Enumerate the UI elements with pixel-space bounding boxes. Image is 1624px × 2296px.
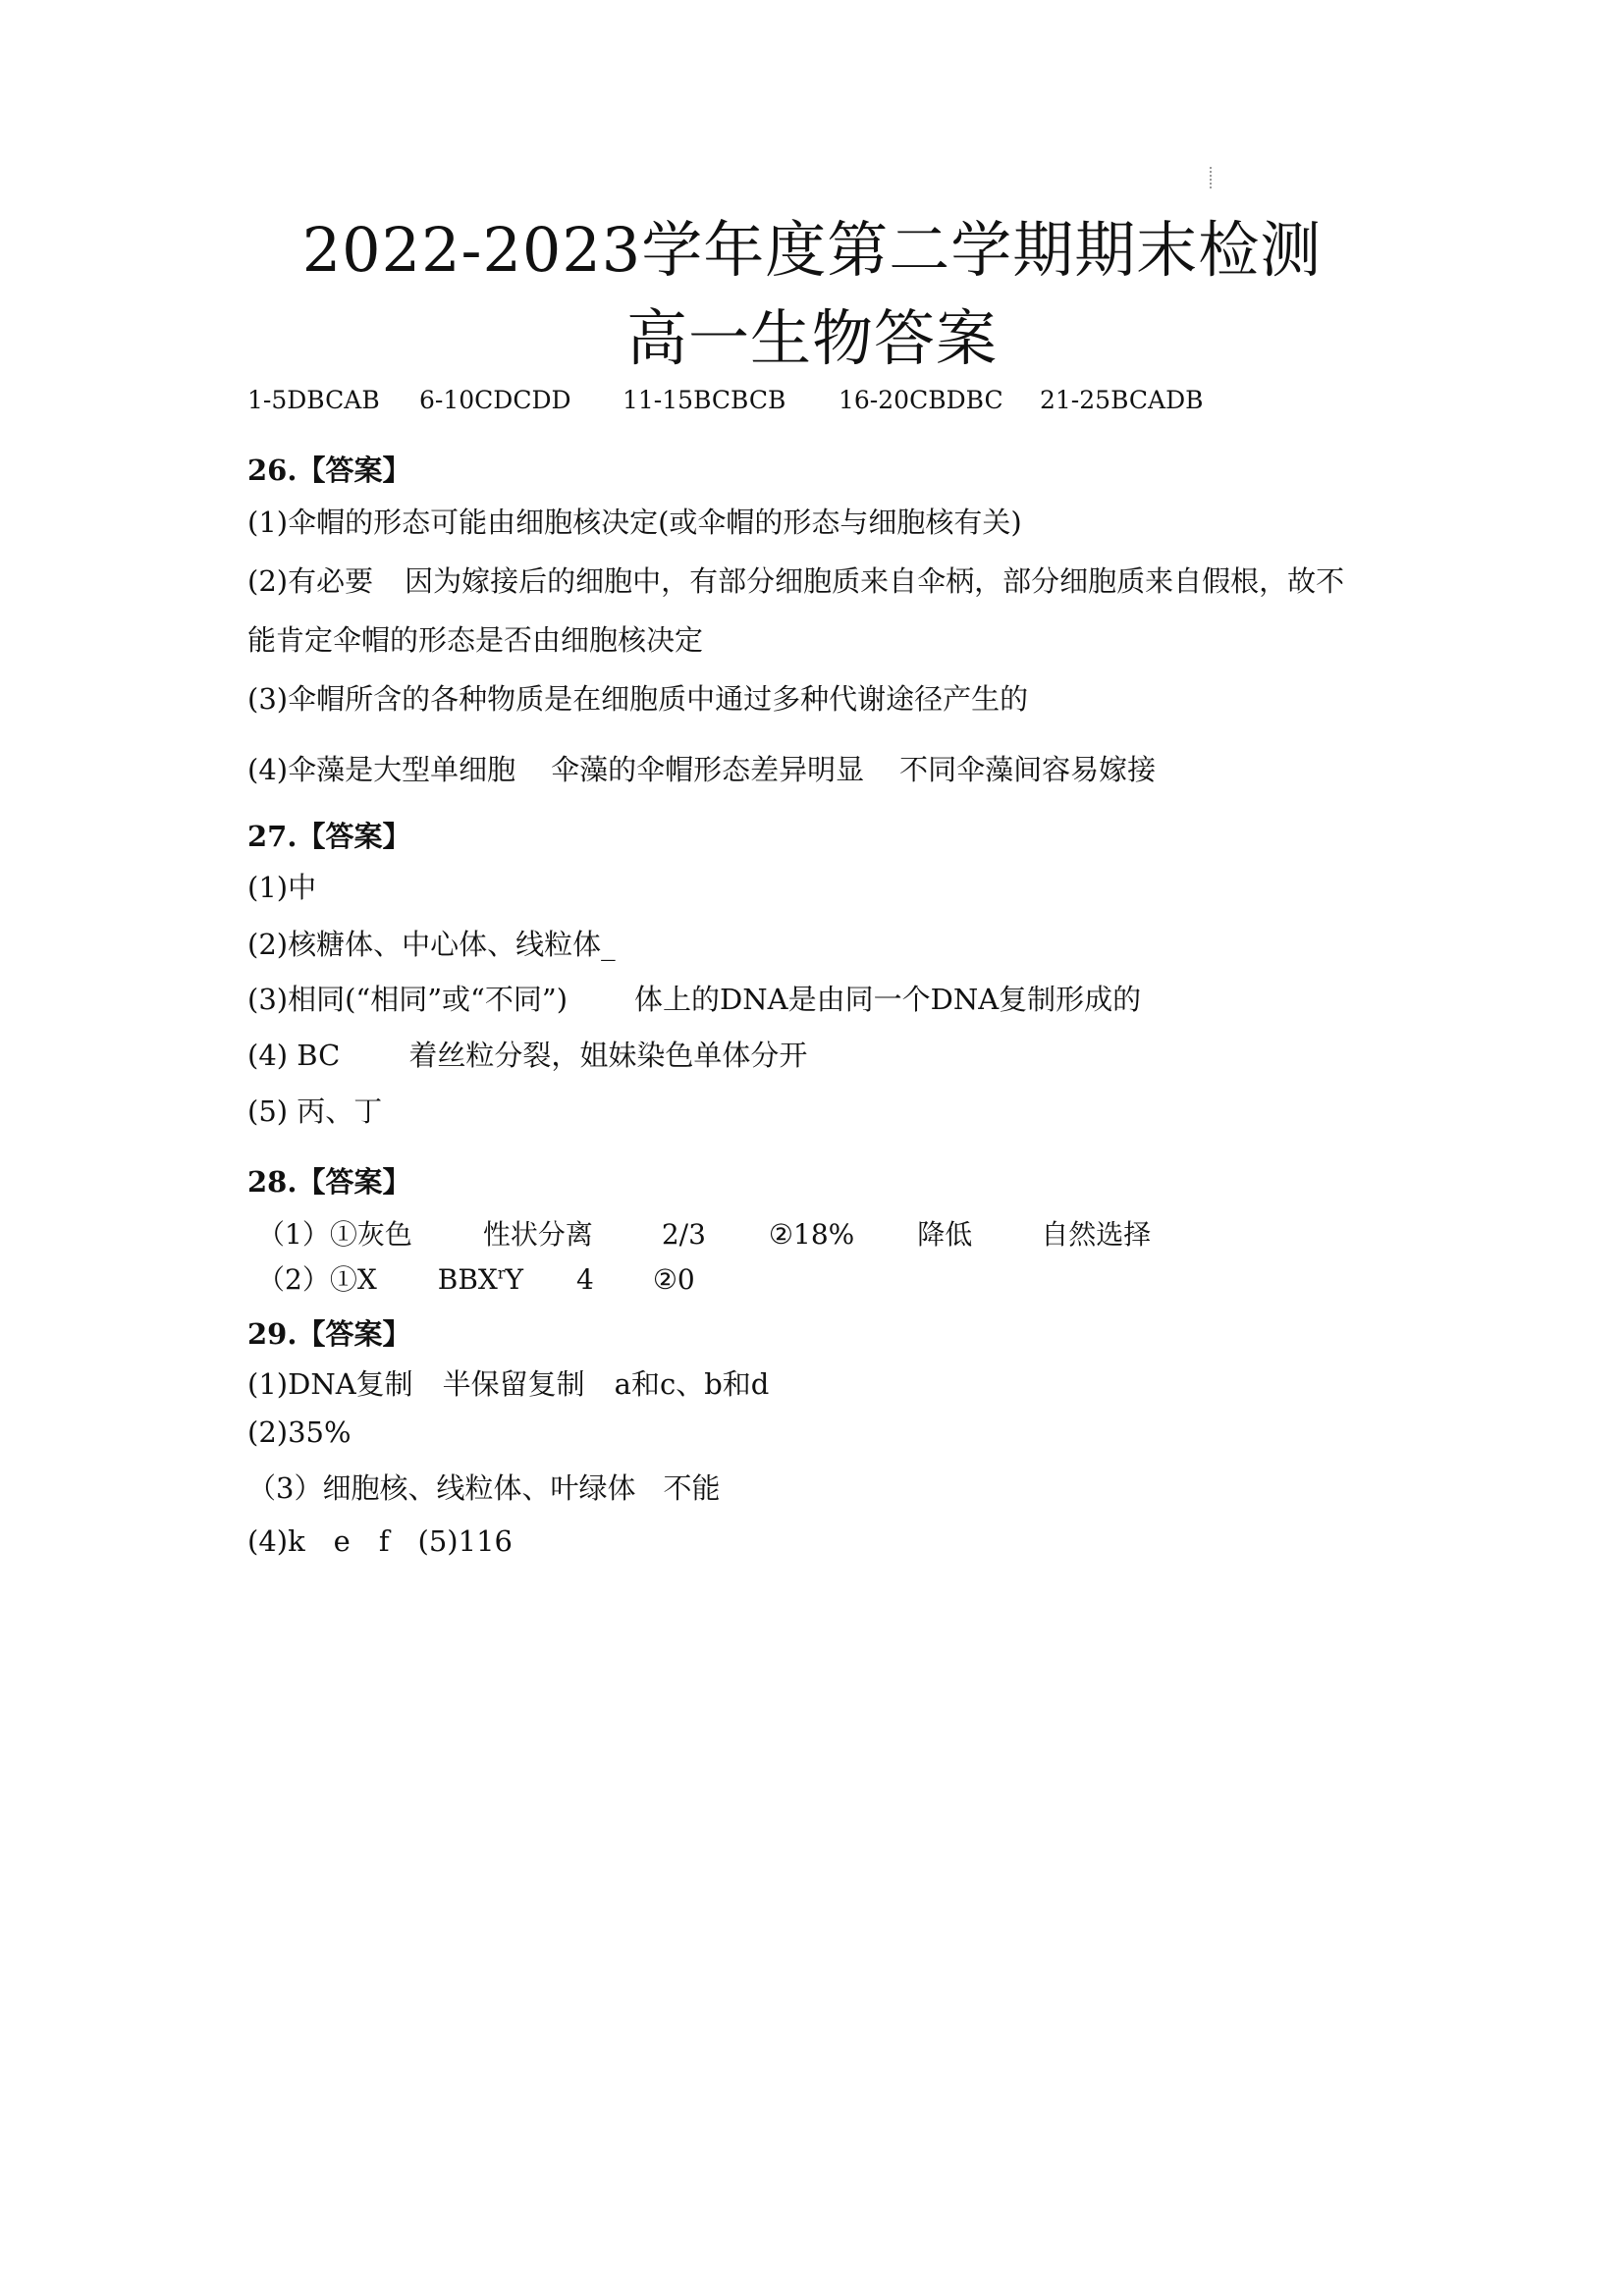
q29-answer-2: (2)35% xyxy=(247,1415,352,1449)
choice-group: 6-10CDCDD xyxy=(419,386,571,414)
q29-answer-3 xyxy=(247,1467,720,1507)
q26-heading: 26.【答案】 xyxy=(247,454,411,487)
q28-answer-cell: （2）①X xyxy=(257,1263,377,1296)
q27-heading: 27.【答案】 xyxy=(247,820,411,853)
q26-answer-4-point: (4)伞藻是大型单细胞 xyxy=(247,753,516,786)
choice-group: 1-5DBCAB xyxy=(247,386,380,414)
q27-answer-3-reason: 体上的DNA是由同一个DNA复制形成的 xyxy=(634,983,1142,1016)
q28-row-1 xyxy=(257,1213,1151,1253)
q28-answer-cell: （1）①灰色 xyxy=(257,1218,412,1251)
q28-genotype-end: Y xyxy=(505,1263,523,1296)
q29-answer-1 xyxy=(247,1362,769,1403)
q28-answer-cell: ②0 xyxy=(652,1263,695,1296)
q28-genotype-base: BBX xyxy=(437,1263,498,1296)
q26-answer-2 xyxy=(247,560,1344,600)
q29-answer-4-5: (4)k e f (5)116 xyxy=(247,1524,513,1558)
q28-genotype-superscript: r xyxy=(497,1263,506,1283)
q28-answer-cell: 降低 xyxy=(917,1218,973,1251)
q27-answer-4-reason: 着丝粒分裂，姐妹染色单体分开 xyxy=(408,1039,808,1072)
q26-answer-4 xyxy=(247,748,1156,788)
q27-answer-1: (1)中 xyxy=(247,871,317,904)
choice-group: 16-20CBDBC xyxy=(839,386,1003,414)
q26-answer-2-verdict: (2)有必要 xyxy=(247,564,374,598)
choice-group: 11-15BCBCB xyxy=(623,386,786,414)
q26-answer-2-continued: 能肯定伞帽的形态是否由细胞核决定 xyxy=(247,623,704,657)
q28-answer-cell: 性状分离 xyxy=(482,1218,593,1251)
q28-answer-cell: 4 xyxy=(575,1263,594,1296)
q26-answer-3: (3)伞帽所含的各种物质是在细胞质中通过多种代谢途径产生的 xyxy=(247,682,1029,716)
q28-row-2 xyxy=(257,1258,695,1298)
q28-answer-cell: 自然选择 xyxy=(1041,1218,1152,1251)
q29-answer-3-judgement: 不能 xyxy=(663,1471,721,1505)
q26-answer-1: (1)伞帽的形态可能由细胞核决定(或伞帽的形态与细胞核有关) xyxy=(247,506,1022,539)
document-title: 2022-2023学年度第二学期期末检测 xyxy=(301,214,1323,286)
q29-answer-1-pairs: a和c、b和d xyxy=(614,1367,770,1401)
q26-answer-4-point: 不同伞藻间容易嫁接 xyxy=(899,753,1157,786)
document-subtitle: 高一生物答案 xyxy=(625,302,998,374)
q27-answer-3-choice: (3)相同(“相同”或“不同”) xyxy=(247,983,568,1016)
q27-answer-4-stage: (4) BC xyxy=(247,1039,341,1072)
q28-heading: 28.【答案】 xyxy=(247,1165,411,1199)
q29-heading: 29.【答案】 xyxy=(247,1317,411,1351)
q28-answer-cell: ②18% xyxy=(768,1218,855,1251)
q29-answer-1-mode: 半保留复制 xyxy=(442,1367,585,1401)
q28-answer-cell: 2/3 xyxy=(661,1218,706,1251)
q26-answer-4-point: 伞藻的伞帽形态差异明显 xyxy=(551,753,865,786)
q27-answer-2: (2)核糖体、中心体、线粒体_ xyxy=(247,928,616,961)
choice-group: 21-25BCADB xyxy=(1040,386,1204,414)
q27-answer-4 xyxy=(247,1034,807,1074)
page-marker xyxy=(1210,167,1214,188)
q28-genotype xyxy=(438,1263,523,1296)
q29-answer-1-process: (1)DNA复制 xyxy=(247,1367,413,1401)
q26-answer-2-reason: 因为嫁接后的细胞中，有部分细胞质来自伞柄，部分细胞质来自假根，故不 xyxy=(405,564,1345,598)
q27-answer-3 xyxy=(247,978,1141,1018)
q29-answer-3-locations: （3）细胞核、线粒体、叶绿体 xyxy=(247,1471,636,1505)
q27-answer-5: (5) 丙、丁 xyxy=(247,1095,383,1128)
